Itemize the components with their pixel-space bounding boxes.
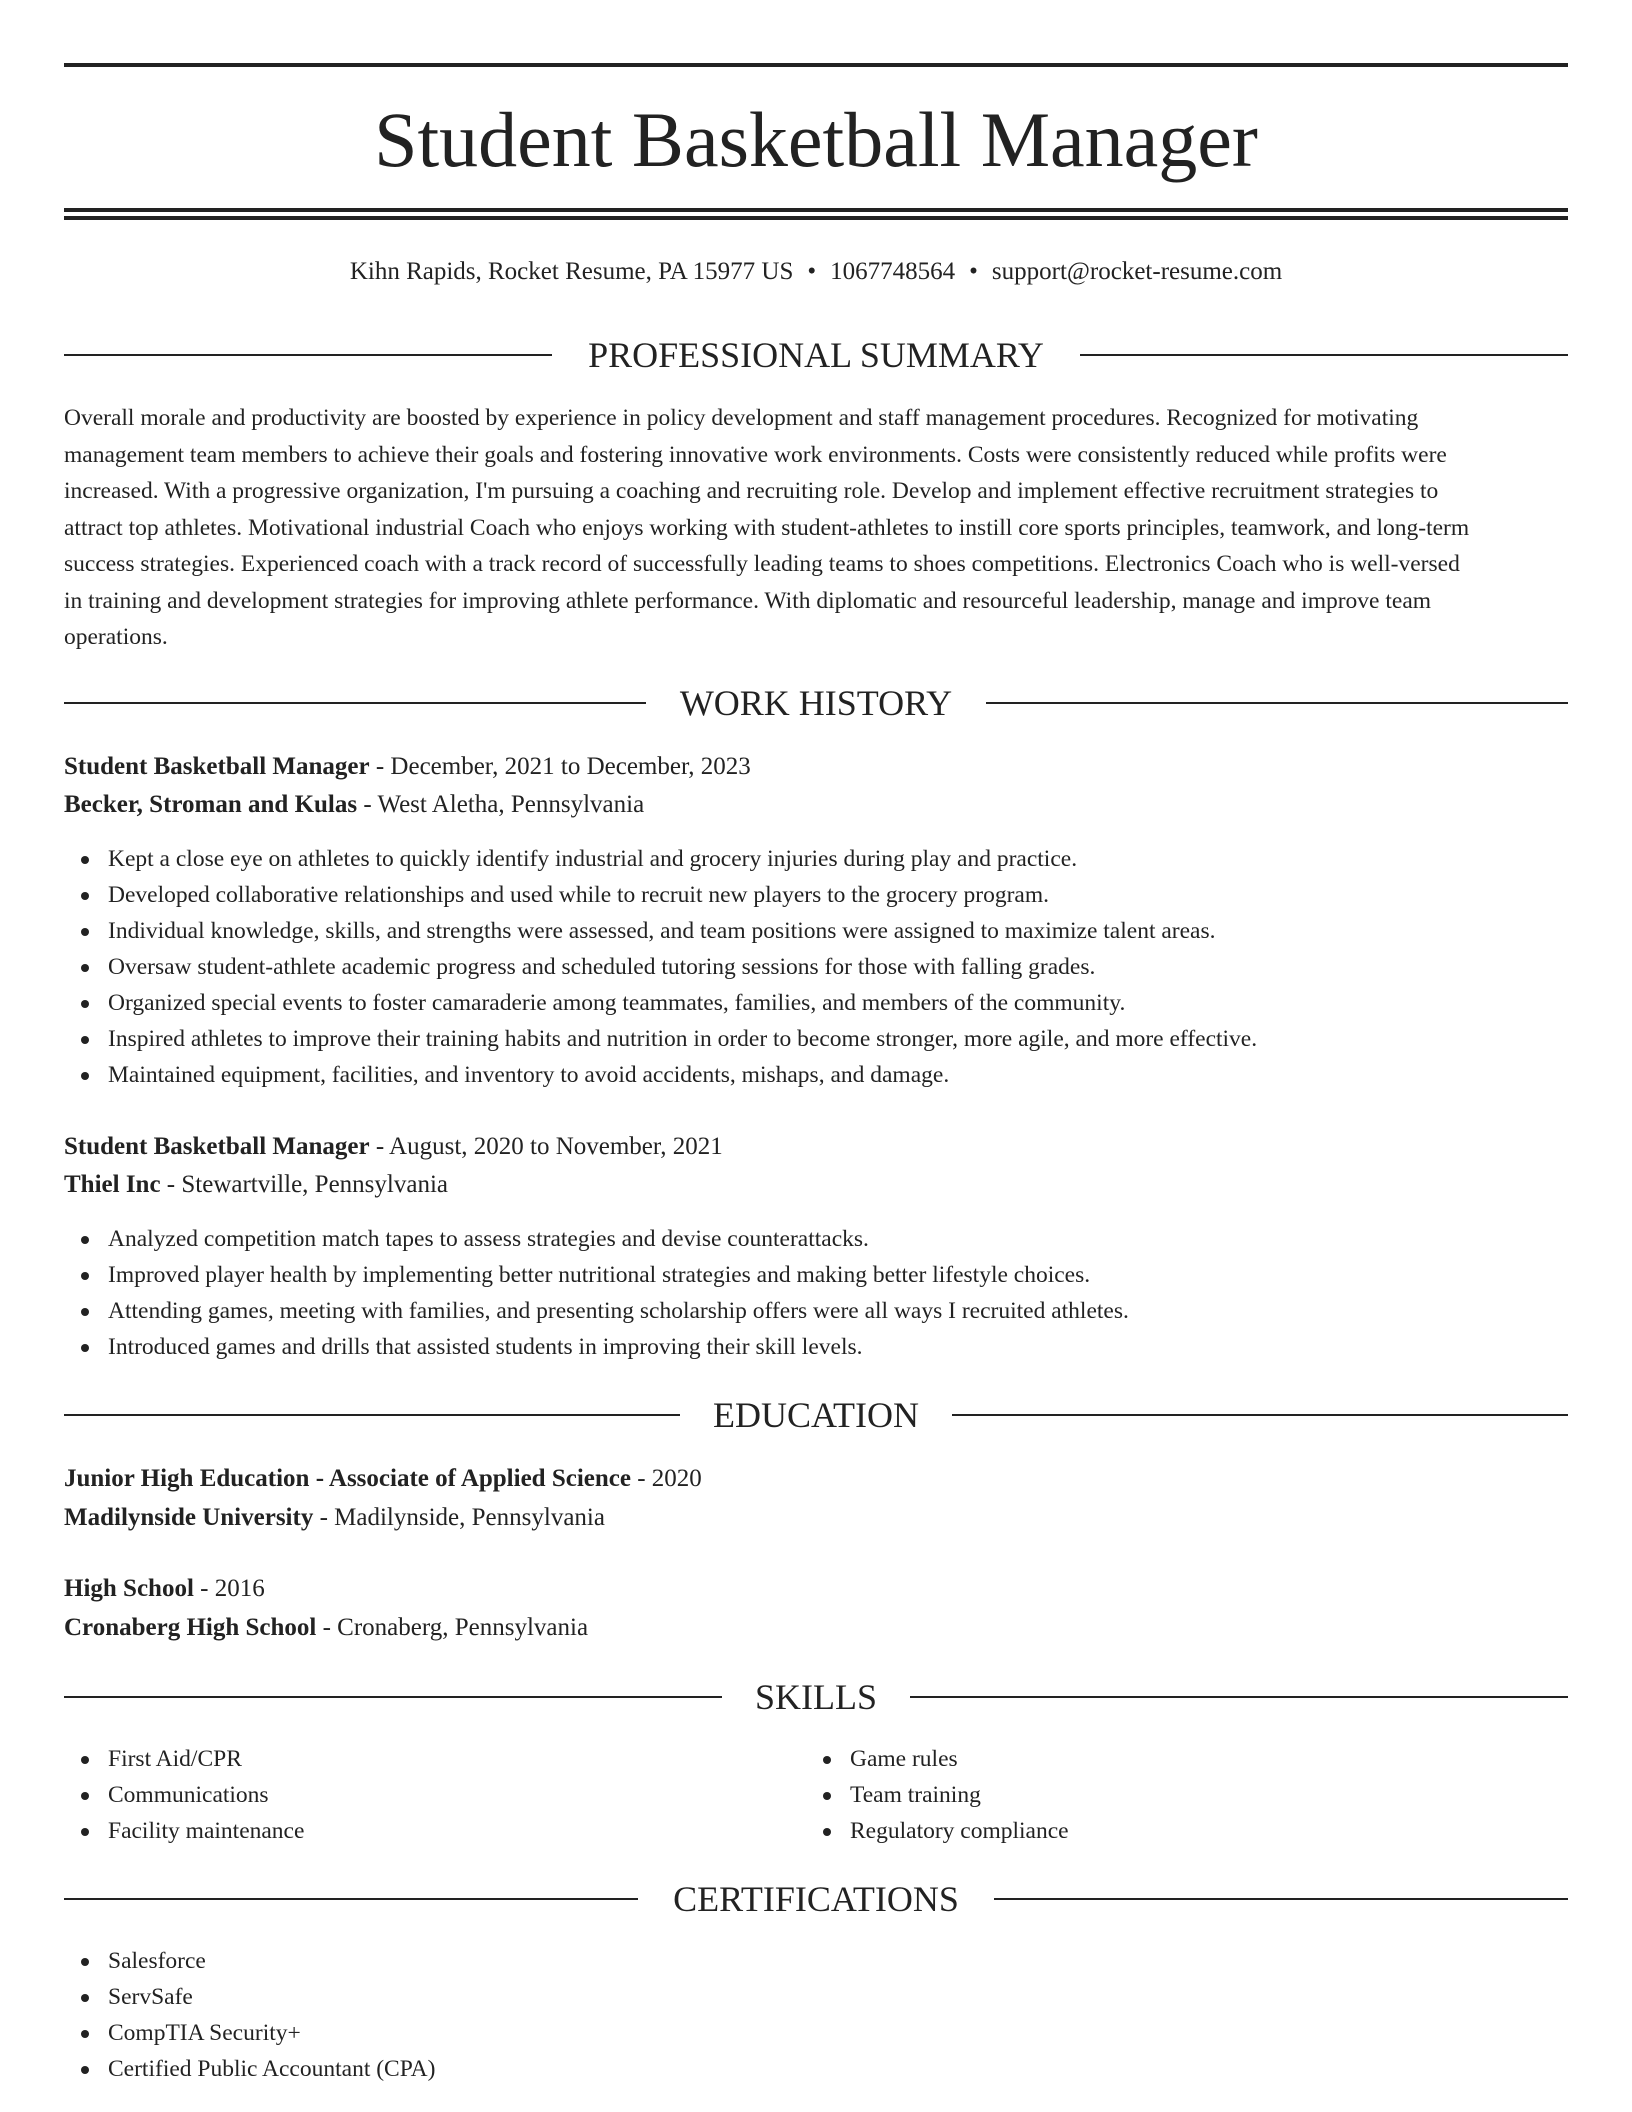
summary-line: Overall morale and productivity are boosted by experience in policy development and staff management procedures. Recognized for motivating	[64, 405, 1419, 431]
list-item: Individual knowledge, skills, and strengths were assessed, and team positions were assigned to maximize talent areas.	[64, 913, 1568, 949]
job-title: Student Basketball Manager	[64, 753, 370, 780]
certification-item: Certified Public Accountant (CPA)	[64, 2051, 1568, 2087]
list-item: Inspired athletes to improve their training habits and nutrition in order to become stronger, more agile, and more effective.	[64, 1021, 1568, 1057]
job-company-line	[64, 787, 1568, 823]
job-bullet-list	[64, 841, 1568, 1093]
education-location: - Madilynside, Pennsylvania	[313, 1504, 605, 1531]
skill-item: Game rules	[806, 1741, 1546, 1777]
certifications-list	[64, 1943, 1568, 2087]
header-double-rule-bottom	[64, 216, 1568, 220]
section-heading-education	[64, 1393, 1568, 1437]
contact-separator: •	[807, 258, 817, 285]
education-year: - 2016	[193, 1575, 265, 1602]
education-school-line	[64, 1500, 1568, 1536]
job-title-line	[64, 1129, 1568, 1165]
education-school-line	[64, 1610, 1568, 1646]
certification-item: CompTIA Security+	[64, 2015, 1568, 2051]
heading-label: CERTIFICATIONS	[673, 1879, 959, 1919]
skill-item: Regulatory compliance	[806, 1813, 1546, 1849]
skills-list-left	[64, 1741, 804, 1849]
list-item: Organized special events to foster camaraderie among teammates, families, and members of the community.	[64, 985, 1568, 1021]
education-degree-line	[64, 1461, 1568, 1497]
summary-line: increased. With a progressive organization, I'm pursuing a coaching and recruiting role. Develop and implement effective recruitment strategies to	[64, 478, 1439, 504]
job-dates: - August, 2020 to November, 2021	[369, 1133, 723, 1160]
heading-label: SKILLS	[754, 1677, 877, 1717]
list-item: Developed collaborative relationships and used while to recruit new players to the grocery program.	[64, 877, 1568, 913]
skill-item: Communications	[64, 1777, 804, 1813]
skills-list-right	[806, 1741, 1546, 1849]
list-item: Oversaw student-athlete academic progress and scheduled tutoring sessions for those with falling grades.	[64, 949, 1568, 985]
job-location: - West Aletha, Pennsylvania	[357, 791, 645, 818]
job-title: Student Basketball Manager	[64, 1133, 370, 1160]
heading-label: PROFESSIONAL SUMMARY	[588, 335, 1044, 375]
education-location: - Cronaberg, Pennsylvania	[316, 1614, 589, 1641]
education-school: Madilynside University	[64, 1504, 314, 1531]
summary-line: in training and development strategies for improving athlete performance. With diplomatic and resourceful leadership, manage and improve team	[64, 587, 1432, 614]
job-bullet-list	[64, 1221, 1568, 1365]
header-double-rule-top	[64, 208, 1568, 212]
skill-item: First Aid/CPR	[64, 1741, 804, 1777]
summary-line: attract top athletes. Motivational industrial Coach who enjoys working with student-athletes to instill core sports principles, teamwork, and long-term	[64, 514, 1470, 541]
list-item: Kept a close eye on athletes to quickly identify industrial and grocery injuries during play and practice.	[64, 841, 1568, 877]
summary-line: operations.	[64, 624, 168, 650]
section-heading-work-history	[64, 681, 1568, 725]
list-item: Maintained equipment, facilities, and inventory to avoid accidents, mishaps, and damage.	[64, 1057, 1568, 1093]
section-heading-skills	[64, 1675, 1568, 1719]
education-degree: Junior High Education - Associate of Applied Science	[64, 1465, 631, 1492]
education-year: - 2020	[630, 1465, 702, 1492]
list-item: Introduced games and drills that assisted students in improving their skill levels.	[64, 1329, 1568, 1365]
job-company-line	[64, 1167, 1568, 1203]
list-item: Attending games, meeting with families, and presenting scholarship offers were all ways I recruited athletes.	[64, 1293, 1568, 1329]
job-location: - Stewartville, Pennsylvania	[160, 1171, 448, 1198]
contact-address: Kihn Rapids, Rocket Resume, PA 15977 US	[349, 258, 794, 285]
section-heading-summary	[64, 333, 1568, 377]
job-company: Thiel Inc	[64, 1171, 161, 1198]
list-item: Improved player health by implementing better nutritional strategies and making better lifestyle choices.	[64, 1257, 1568, 1293]
education-degree: High School	[64, 1575, 194, 1602]
certification-item: Salesforce	[64, 1943, 1568, 1979]
job-title-line	[64, 749, 1568, 785]
summary-line: success strategies. Experienced coach with a track record of successfully leading teams to shoes competitions. Electronics Coach who is well-versed	[64, 551, 1460, 577]
contact-separator: •	[969, 258, 978, 285]
heading-label: EDUCATION	[713, 1395, 919, 1435]
education-degree-line	[64, 1571, 1568, 1607]
resume-title: Student Basketball Manager	[374, 96, 1258, 183]
heading-label: WORK HISTORY	[679, 683, 953, 723]
contact-email: support@rocket-resume.com	[991, 258, 1283, 285]
job-dates: - December, 2021 to December, 2023	[369, 753, 751, 780]
header-top-rule	[64, 63, 1568, 67]
contact-line	[64, 255, 1568, 289]
skill-item: Facility maintenance	[64, 1813, 804, 1849]
contact-phone: 1067748564	[830, 258, 956, 285]
summary-paragraph	[64, 400, 1568, 656]
certification-item: ServSafe	[64, 1979, 1568, 2015]
education-school: Cronaberg High School	[64, 1614, 317, 1641]
section-heading-certifications	[64, 1877, 1568, 1921]
skill-item: Team training	[806, 1777, 1546, 1813]
summary-line: management team members to achieve their goals and fostering innovative work environments. Costs were consistently reduced while profits were	[64, 441, 1447, 468]
list-item: Analyzed competition match tapes to assess strategies and devise counterattacks.	[64, 1221, 1568, 1257]
job-company: Becker, Stroman and Kulas	[64, 791, 358, 818]
